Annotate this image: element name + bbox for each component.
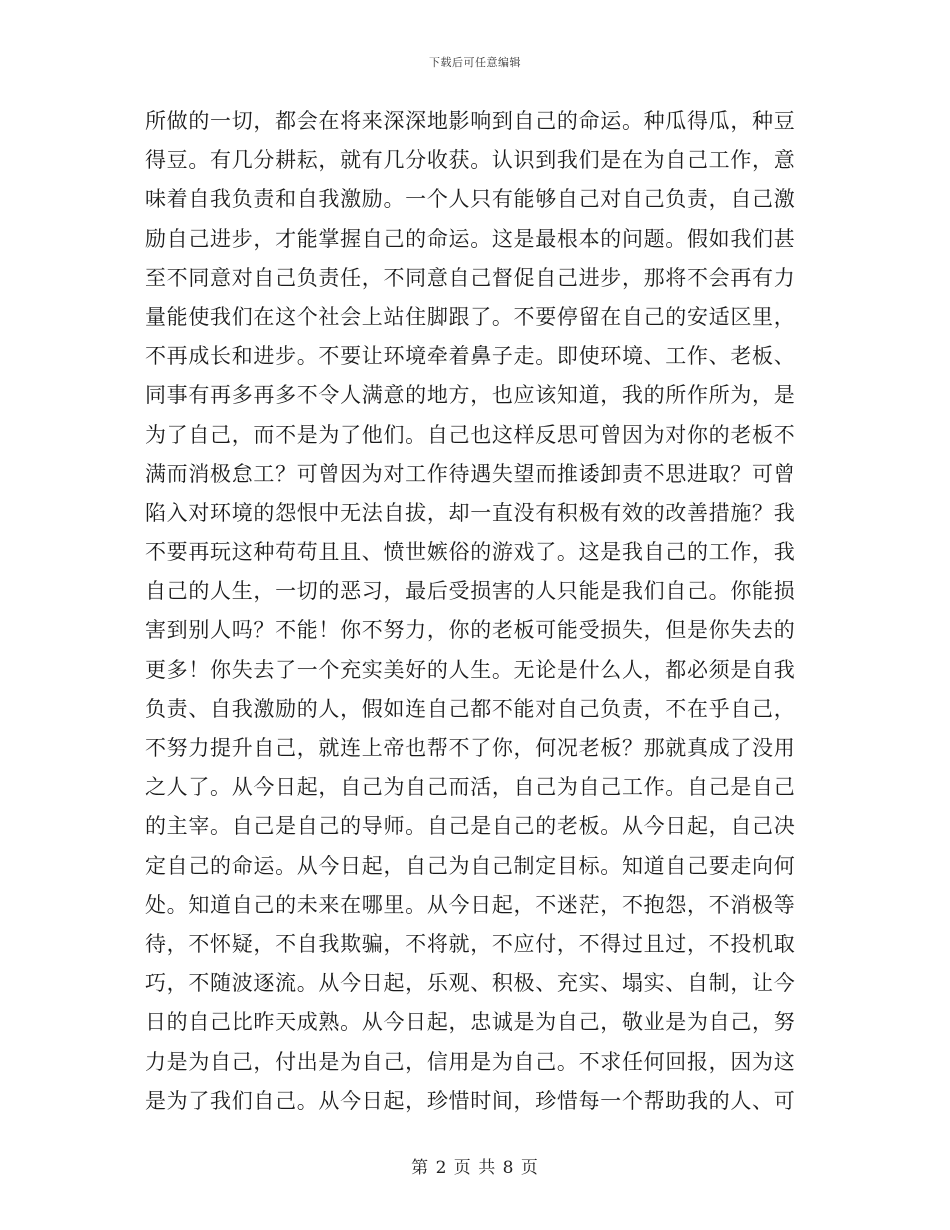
body-line: 日的自己比昨天成熟。从今日起，忠诚是为自己，敬业是为自己，努 <box>145 1010 795 1035</box>
body-line: 定自己的命运。从今日起，自己为自己制定目标。知道自己要走向何 <box>145 853 795 878</box>
body-line: 待，不怀疑，不自我欺骗，不将就，不应付，不得过且过，不投机取 <box>145 931 795 956</box>
body-line: 励自己进步，才能掌握自己的命运。这是最根本的问题。假如我们甚 <box>145 226 795 251</box>
document-body <box>145 102 795 1121</box>
body-line: 不要再玩这种苟苟且且、愤世嫉俗的游戏了。这是我自己的工作，我 <box>145 540 795 565</box>
body-line: 所做的一切，都会在将来深深地影响到自己的命运。种瓜得瓜，种豆 <box>145 109 795 133</box>
body-line: 处。知道自己的未来在哪里。从今日起，不迷茫，不抱怨，不消极等 <box>145 892 795 917</box>
body-line: 陷入对环境的怨恨中无法自拔，却一直没有积极有效的改善措施？我 <box>145 500 795 525</box>
body-line: 不再成长和进步。不要让环境牵着鼻子走。即使环境、工作、老板、 <box>145 344 795 369</box>
body-line: 不努力提升自己，就连上帝也帮不了你，何况老板？那就真成了没用 <box>145 736 795 760</box>
body-line: 得豆。有几分耕耘，就有几分收获。认识到我们是在为自己工作，意 <box>145 148 795 173</box>
page-number-footer: 第 2 页 共 8 页 <box>411 1158 539 1178</box>
body-line: 为了自己，而不是为了他们。自己也这样反思可曾因为对你的老板不 <box>145 422 795 447</box>
body-line: 力是为自己，付出是为自己，信用是为自己。不求任何回报，因为这 <box>145 1049 795 1074</box>
body-line: 巧，不随波逐流。从今日起，乐观、积极、充实、塌实、自制，让今 <box>145 971 795 996</box>
body-line: 量能使我们在这个社会上站住脚跟了。不要停留在自己的安适区里， <box>145 304 795 329</box>
body-line: 是为了我们自己。从今日起，珍惜时间，珍惜每一个帮助我的人、可 <box>145 1088 795 1113</box>
body-line: 害到别人吗？不能！你不努力，你的老板可能受损失，但是你失去的 <box>145 618 795 643</box>
body-line: 更多！你失去了一个充实美好的人生。无论是什么人，都必须是自我 <box>145 657 795 682</box>
body-line: 自己的人生，一切的恶习，最后受损害的人只能是我们自己。你能损 <box>145 579 795 604</box>
body-line: 满而消极怠工？可曾因为对工作待遇失望而推诿卸责不思进取？可曾 <box>145 461 795 486</box>
page-header: 下载后可任意编辑 <box>429 56 521 69</box>
body-line: 之人了。从今日起，自己为自己而活，自己为自己工作。自己是自己 <box>145 775 795 800</box>
body-line: 同事有再多再多不令人满意的地方，也应该知道，我的所作所为，是 <box>145 383 795 408</box>
body-line: 的主宰。自己是自己的导师。自己是自己的老板。从今日起，自己决 <box>145 814 795 839</box>
body-line: 味着自我负责和自我激励。一个人只有能够自己对自己负责，自己激 <box>145 187 795 212</box>
body-line: 负责、自我激励的人，假如连自己都不能对自己负责，不在乎自己， <box>145 696 795 721</box>
body-line: 至不同意对自己负责任，不同意自己督促自己进步，那将不会再有力 <box>145 265 795 290</box>
